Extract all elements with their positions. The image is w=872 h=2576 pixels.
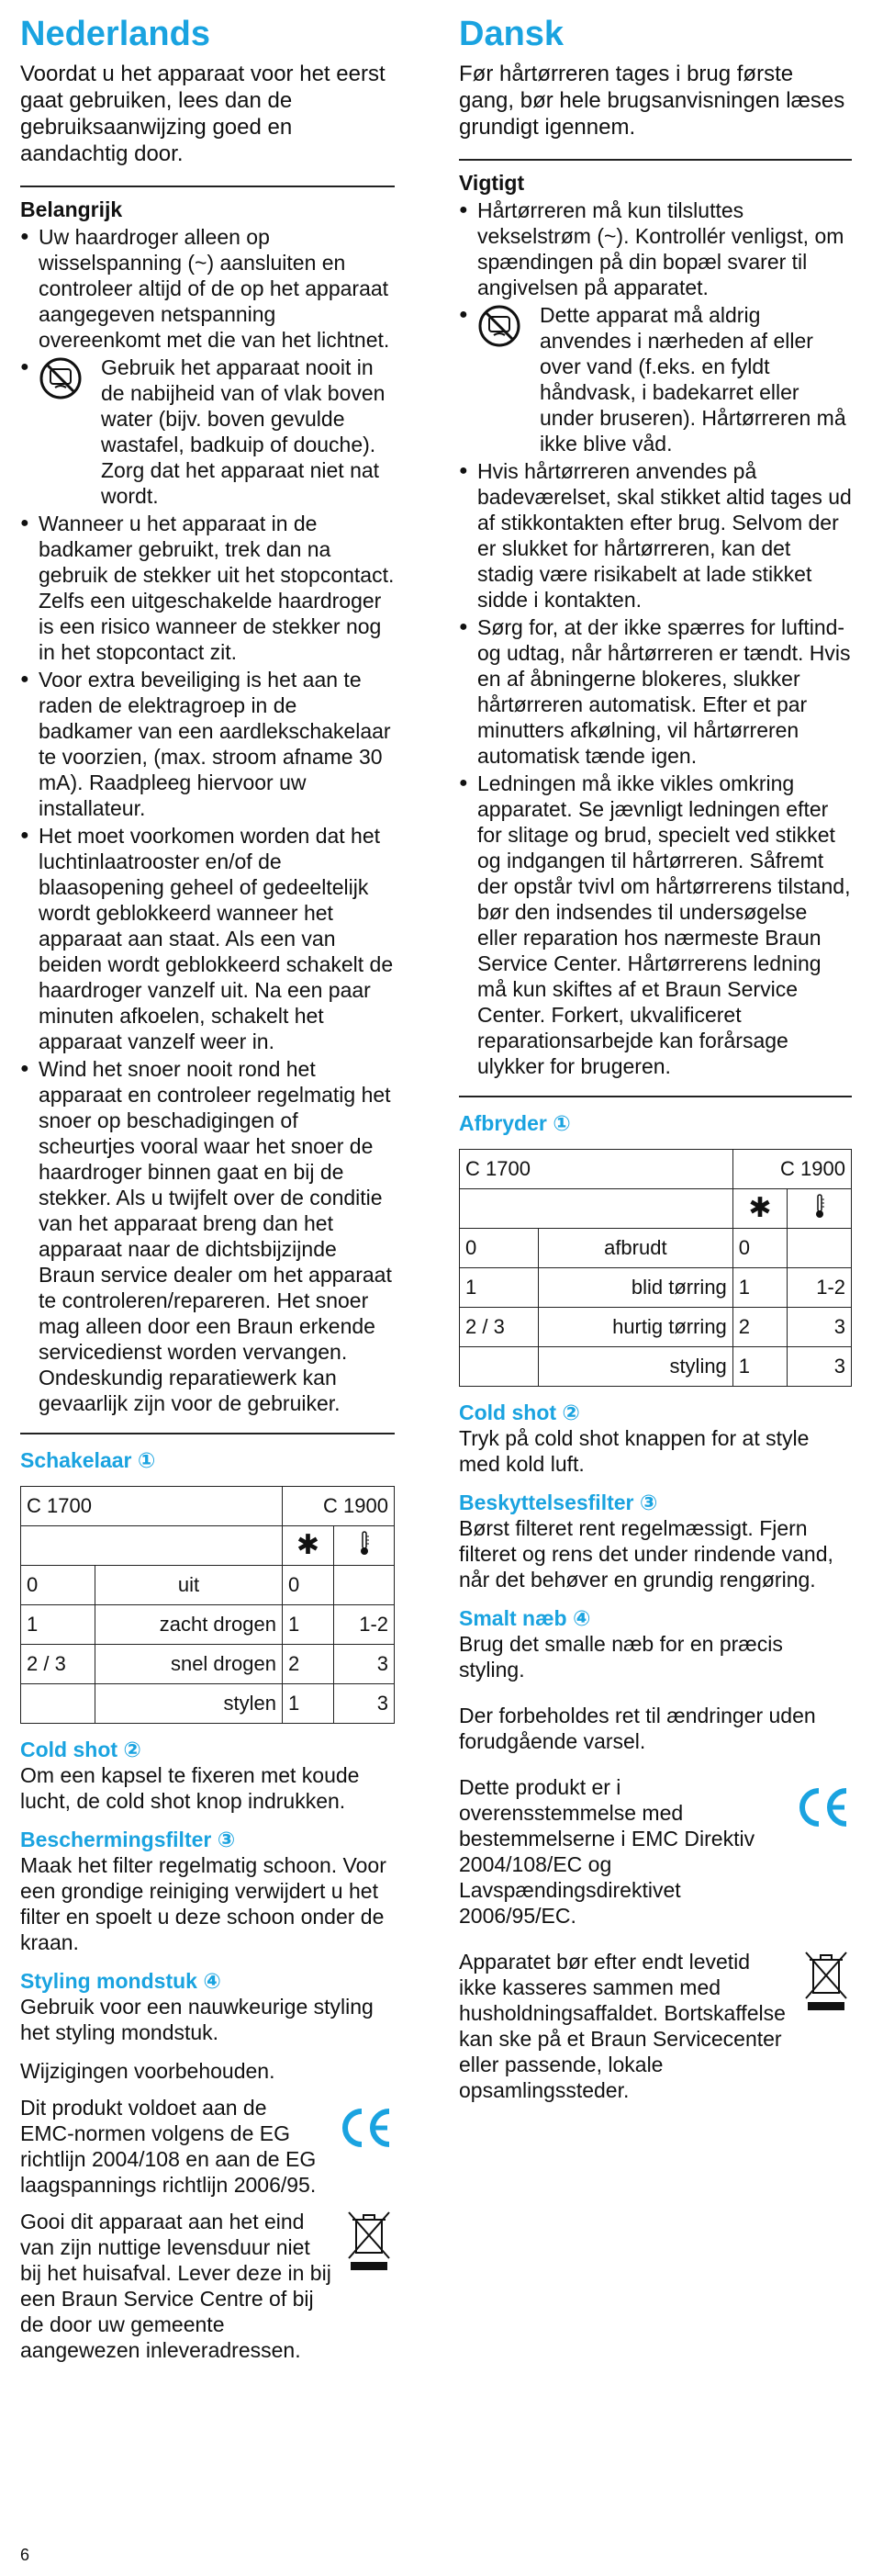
table-cell: stylen [95,1684,283,1724]
table-cell [460,1347,539,1387]
disposal-text: Apparatet bør efter endt levetid ikke kasseres sammen med husholdningsaffaldet. Bortskaffelse kan ske på et Braun Servicecenter eller passende, lokale opsamlingssteder. [459,1950,786,2102]
filter-heading: Beschermingsfilter ③ [20,1828,236,1851]
emc-text: Dit produkt voldoet aan de EMC-normen volgens de EG richtlijn 2004/108 en aan de EG laagspannings richtlijn 2006/95. [20,2096,317,2197]
list-item: ● Ledningen må ikke vikles omkring apparatet. Se jævnligt ledningen efter for slitage og brud, specielt ved stikket og indgangen til hårtørreren. Såfremt der opstår tvivl om hårtørrerens tilstand, bør den indsendes til undersøgelse eller reparation hos nærmeste Braun Service Center. Hårtørrerens ledning må kun skiftes af et Braun Service Center. Forkert, ukvalificeret reparationsarbejde kan forårsage ulykker for brugeren. [459,771,852,1079]
list-item: ● Het moet voorkomen worden dat het luchtinlaatrooster en/of de blaasopening geheel of gedeeltelijk wordt geblokkeerd wanneer het apparaat aan staat. Als een van beiden wordt geblokkeerd schakelt de haardroger vanzelf uit. Na een paar minuten afkoelen, schakelt het apparaat vanzelf weer in. [20,823,395,1054]
filter-text: Børst filteret rent regelmæssigt. Fjern filteret og rens det under rindende vand, når det behøver en grundig rengøring. [459,1516,833,1592]
list-item: ● Voor extra beveiliging is het aan te raden de elektragroep in de badkamer van een aardlekschakelaar te voorzien, (max. stroom afname 30 mA). Raadpleeg hiervoor uw installateur. [20,667,395,821]
table-cell [334,1566,395,1605]
table-cell: 0 [460,1229,539,1268]
no-water-icon [39,356,95,400]
coldshot-heading: Cold shot ② [20,1738,141,1761]
table-cell: 3 [334,1684,395,1724]
intro-text: Før hårtørreren tages i brug første gang, bør hele brugsanvisningen læses grundigt igennem. [459,62,845,140]
table-cell: 2 [282,1645,333,1684]
table-cell: 3 [334,1645,395,1684]
emc-text: Dette produkt er i overensstemmelse med bestemmelserne i EMC Direktiv 2004/108/EC og Lavspændingsdirektivet 2006/95/EC. [459,1775,755,1928]
switch-table [459,1149,852,1387]
table-row [460,1308,852,1347]
crossed-bin-icon [800,1949,852,2013]
important-heading: Vigtigt [459,171,525,195]
thermometer-icon [788,1189,852,1229]
list-item: ● Uw haardroger alleen op wisselspanning (~) aansluiten en controleer altijd of de op het apparaat aangegeven netspanning overeenkomt met die van het lichtnet. [20,224,395,353]
table-cell: hurtig tørring [538,1308,732,1347]
table-cell: 3 [788,1308,852,1347]
list-item [20,354,395,509]
filter-text: Maak het filter regelmatig schoon. Voor een grondige reiniging verwijdert u het filter en spoelt u deze schoon onder de kraan. [20,1853,386,1954]
model-b: C 1900 [282,1487,394,1526]
reserved-text: Der forbeholdes ret til ændringer uden forudgående varsel. [459,1704,816,1753]
column-nederlands [20,0,395,2372]
table-cell: afbrudt [538,1229,732,1268]
table-cell: snel drogen [95,1645,283,1684]
table-cell: 1 [732,1347,787,1387]
ce-mark-icon [793,1785,852,1829]
list-item: ● Wind het snoer nooit rond het apparaat en controleer regelmatig het snoer op beschadigingen of scheurtjes vooral waar het snoer de haardroger binnen gaat en bij de stekker. Als u twijfelt over de conditie van het apparaat breng dan het apparaat naar de dichtsbijzijnde Braun service dealer om het apparaat te controleren/repareren. Het snoer mag alleen door een Braun erkende servicedienst worden vervangen. Ondeskundig reparatiewerk kan gevaarlijk zijn voor de gebruiker. [20,1056,395,1416]
table-row [21,1526,395,1566]
no-water-icon [477,304,534,348]
disposal-text: Gooi dit apparaat aan het eind van zijn nuttige levensduur niet bij het huisafval. Lever deze in bij een Braun Service Centre of bij de door uw gemeente aangewezen inleveradressen. [20,2210,331,2362]
divider [20,186,395,187]
table-row [460,1150,852,1189]
table-cell: 0 [282,1566,333,1605]
nozzle-heading: Smalt næb ④ [459,1606,591,1630]
page-number: 6 [20,2546,30,2564]
safety-list [459,197,852,1079]
nozzle-heading: Styling mondstuk ④ [20,1969,221,1993]
table-row [460,1189,852,1229]
safety-list [20,224,395,1416]
list-item: ● Hvis hårtørreren anvendes på badeværelset, skal stikket altid tages ud af stikkontakten efter brug. Selvom der er slukket for hårtørreren, kan det stadig være risikabelt at lade stikket sidde i kontakten. [459,458,852,613]
table-cell: 0 [732,1229,787,1268]
table-cell: 1-2 [788,1268,852,1308]
list-item: ● Wanneer u het apparaat in de badkamer gebruikt, trek dan na gebruik de stekker uit het stopcontact. Zelfs een uitgeschakelde haardroger is een risico wanneer de stekker nog in het stopcontact zit. [20,511,395,665]
table-cell: 1 [460,1268,539,1308]
table-cell [21,1684,95,1724]
coldshot-text: Tryk på cold shot knappen for at style med kold luft. [459,1426,810,1476]
switch-heading: Schakelaar ① [20,1448,156,1472]
list-item: ● Sørg for, at der ikke spærres for luftind- og udtag, når hårtørreren er tændt. Hvis en af åbningerne blokeres, slukker hårtørreren automatisk. Efter et par minutters afkølning, vil hårtørreren automatisk tænde igen. [459,614,852,769]
fan-icon: ✱ [732,1189,787,1229]
table-cell: styling [538,1347,732,1387]
section-title: Nederlands [20,15,210,53]
nozzle-text: Brug det smalle næb for en præcis styling. [459,1632,783,1682]
table-row [460,1229,852,1268]
crossed-bin-icon [343,2209,395,2273]
divider [459,1096,852,1097]
model-a: C 1700 [460,1150,733,1189]
table-row [21,1566,395,1605]
table-cell: 1 [732,1268,787,1308]
table-cell: 0 [21,1566,95,1605]
list-item-text: ● Gebruik het apparaat nooit in de nabijheid van of vlak boven water (bijv. boven gevulde wastafel, badkuip of douche). Zorg dat het apparaat niet nat wordt. [101,355,386,508]
important-heading: Belangrijk [20,197,123,221]
table-cell: 1 [282,1684,333,1724]
switch-table [20,1486,395,1724]
table-cell: 2 [732,1308,787,1347]
table-cell: zacht drogen [95,1605,283,1645]
nozzle-text: Gebruik voor een nauwkeurige styling het styling mondstuk. [20,1995,374,2044]
switch-heading: Afbryder ① [459,1111,571,1135]
thermometer-icon [334,1526,395,1566]
table-cell: 2 / 3 [460,1308,539,1347]
model-b: C 1900 [732,1150,851,1189]
list-item-text: ● Dette apparat må aldrig anvendes i nærheden af eller over vand (f.eks. en fyldt håndvask, i badekarret eller under bruseren). Hårtørreren må ikke blive våd. [540,303,846,456]
section-title: Dansk [459,15,565,53]
table-cell: 2 / 3 [21,1645,95,1684]
coldshot-heading: Cold shot ② [459,1400,580,1424]
table-cell: 3 [788,1347,852,1387]
table-cell: uit [95,1566,283,1605]
table-cell [788,1229,852,1268]
ce-mark-icon [336,2106,395,2150]
table-cell: 1 [21,1605,95,1645]
table-row [460,1347,852,1387]
filter-heading: Beskyttelsesfilter ③ [459,1490,658,1514]
divider [459,159,852,161]
table-cell: 1-2 [334,1605,395,1645]
model-a: C 1700 [21,1487,283,1526]
divider [20,1433,395,1434]
fan-icon: ✱ [282,1526,333,1566]
table-row [21,1605,395,1645]
table-row [460,1268,852,1308]
table-row [21,1684,395,1724]
table-cell: blid tørring [538,1268,732,1308]
table-cell: 1 [282,1605,333,1645]
intro-text: Voordat u het apparaat voor het eerst gaat gebruiken, lees dan de gebruiksaanwijzing goed en aandachtig door. [20,62,386,166]
list-item [459,302,852,456]
table-row [21,1645,395,1684]
reserved-text: Wijzigingen voorbehouden. [20,2059,275,2083]
list-item: ● Hårtørreren må kun tilsluttes vekselstrøm (~). Kontrollér venligst, om spændingen på din bopæl svarer til angivelsen på apparatet. [459,197,852,300]
table-row [21,1487,395,1526]
coldshot-text: Om een kapsel te fixeren met koude lucht, de cold shot knop indrukken. [20,1763,360,1813]
column-dansk [459,0,852,2112]
